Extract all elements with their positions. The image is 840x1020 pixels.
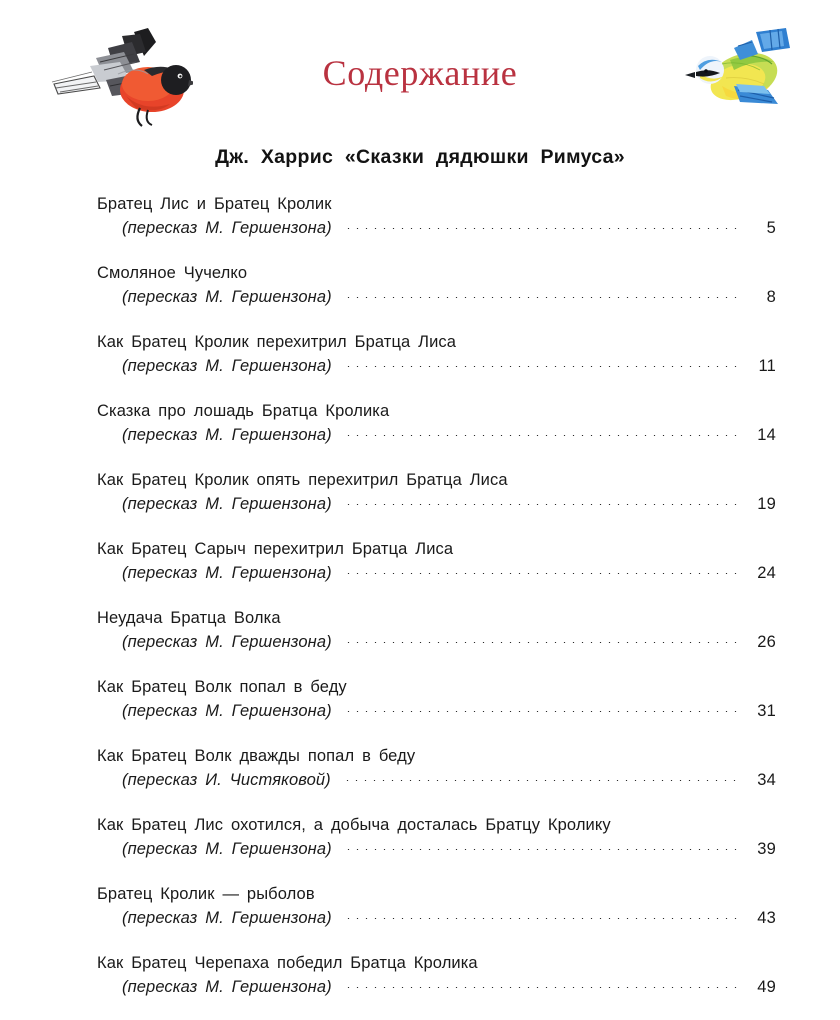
dot-leader — [344, 227, 739, 230]
toc-entry-detail-line — [97, 423, 776, 447]
toc-entry-detail-line — [97, 561, 776, 585]
toc-entry-title: Неудача Братца Волка — [97, 609, 281, 627]
toc-entry-detail-line — [97, 837, 776, 861]
toc-entry-source: (пересказ М. Гершензона) — [122, 495, 332, 513]
toc-entry-detail-line — [97, 216, 776, 240]
toc-entry[interactable] — [0, 330, 840, 378]
toc-entry-detail-line — [97, 699, 776, 723]
toc-entry-detail-line — [97, 492, 776, 516]
toc-entry[interactable] — [0, 468, 840, 516]
toc-entry-detail-line — [97, 285, 776, 309]
toc-entry-page-number[interactable]: 11 — [758, 357, 776, 375]
toc-entry-page-number[interactable]: 39 — [757, 840, 776, 858]
toc-entry-source: (пересказ М. Гершензона) — [122, 633, 332, 651]
dot-leader — [344, 641, 739, 644]
toc-entry-source: (пересказ М. Гершензона) — [122, 978, 332, 996]
toc-entry-title: Как Братец Кролик опять перехитрил Братца Лиса — [97, 471, 508, 489]
toc-entry-page-number[interactable]: 5 — [766, 219, 776, 237]
toc-entry-page-number[interactable]: 31 — [757, 702, 776, 720]
dot-leader — [344, 572, 739, 575]
toc-entry[interactable] — [0, 606, 840, 654]
page-title: Содержание — [322, 53, 518, 93]
toc-entry-title: Сказка про лошадь Братца Кролика — [97, 402, 390, 420]
toc-entry-source: (пересказ М. Гершензона) — [122, 219, 332, 237]
toc-entry-page-number[interactable]: 8 — [766, 288, 776, 306]
toc-entry-page-number[interactable]: 49 — [757, 978, 776, 996]
toc-entry-source: (пересказ М. Гершензона) — [122, 564, 332, 582]
toc-entry-detail-line — [97, 630, 776, 654]
dot-leader — [343, 779, 739, 782]
toc-entry-title: Как Братец Лис охотился, а добыча досталась Братцу Кролику — [97, 816, 611, 834]
toc-entry[interactable] — [0, 537, 840, 585]
dot-leader — [344, 365, 739, 368]
toc-entry-title: Как Братец Волк дважды попал в беду — [97, 747, 416, 765]
dot-leader — [344, 986, 739, 989]
toc-entry-page-number[interactable]: 43 — [757, 909, 776, 927]
dot-leader — [344, 503, 739, 506]
toc-entry-detail-line — [97, 975, 776, 999]
toc-entry-title: Как Братец Волк попал в беду — [97, 678, 347, 696]
toc-entry-title: Как Братец Кролик перехитрил Братца Лиса — [97, 333, 457, 351]
toc-entry[interactable] — [0, 261, 840, 309]
toc-entry-detail-line — [97, 354, 776, 378]
toc-entry-title: Братец Лис и Братец Кролик — [97, 195, 332, 213]
dot-leader — [344, 917, 739, 920]
toc-entry[interactable] — [0, 675, 840, 723]
toc-entry-title: Братец Кролик — рыболов — [97, 885, 315, 903]
toc-entry-page-number[interactable]: 34 — [757, 771, 776, 789]
toc-entry-title: Как Братец Сарыч перехитрил Братца Лиса — [97, 540, 454, 558]
toc-entry-source: (пересказ М. Гершензона) — [122, 288, 332, 306]
toc-entry-title: Как Братец Черепаха победил Братца Кролика — [97, 954, 478, 972]
dot-leader — [344, 296, 739, 299]
toc-entry-source: (пересказ М. Гершензона) — [122, 357, 332, 375]
dot-leader — [344, 434, 739, 437]
toc-entry[interactable] — [0, 813, 840, 861]
toc-entry[interactable] — [0, 399, 840, 447]
toc-entry[interactable] — [0, 951, 840, 999]
toc-entry-page-number[interactable]: 19 — [757, 495, 776, 513]
toc-entry-source: (пересказ И. Чистяковой) — [122, 771, 331, 789]
toc-entry-source: (пересказ М. Гершензона) — [122, 909, 332, 927]
toc-entry[interactable] — [0, 744, 840, 792]
toc-entry-page-number[interactable]: 26 — [757, 633, 776, 651]
toc-entry-source: (пересказ М. Гершензона) — [122, 840, 332, 858]
table-of-contents-list — [0, 192, 840, 1020]
toc-entry-source: (пересказ М. Гершензона) — [122, 426, 332, 444]
toc-entry-source: (пересказ М. Гершензона) — [122, 702, 332, 720]
toc-entry-detail-line — [97, 768, 776, 792]
toc-entry-detail-line — [97, 906, 776, 930]
toc-entry[interactable] — [0, 192, 840, 240]
dot-leader — [344, 710, 739, 713]
dot-leader — [344, 848, 739, 851]
toc-entry[interactable] — [0, 882, 840, 930]
toc-entry-page-number[interactable]: 14 — [757, 426, 776, 444]
section-heading: Дж. Харрис «Сказки дядюшки Римуса» — [215, 146, 625, 168]
toc-entry-page-number[interactable]: 24 — [757, 564, 776, 582]
toc-entry-title: Смоляное Чучелко — [97, 264, 248, 282]
